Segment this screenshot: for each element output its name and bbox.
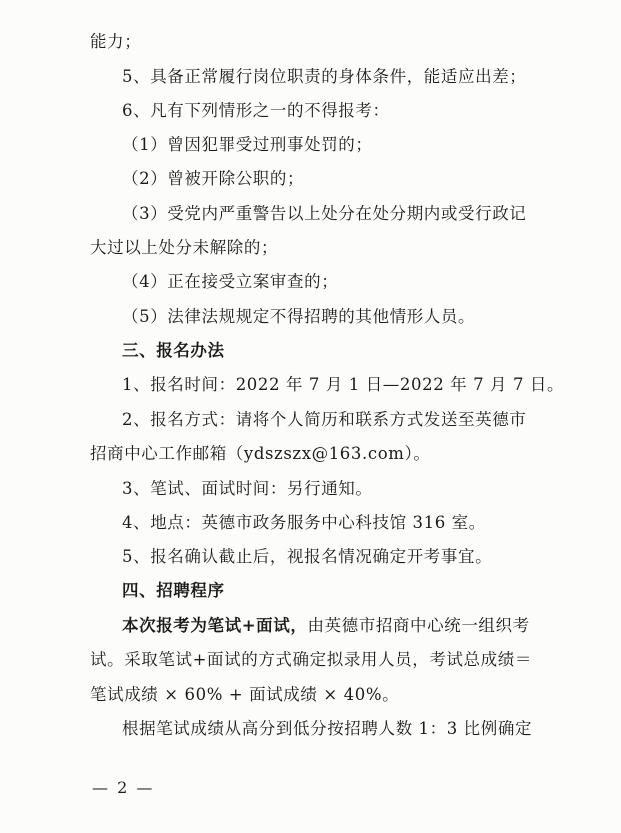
text-line (122, 615, 530, 637)
page-number: — 2 — (92, 778, 155, 797)
text-line: 大过以上处分未解除的； (90, 238, 279, 257)
text-line-rest: 由英德市招商中心统一组织考 (307, 616, 530, 635)
text-line: 2、报名方式：请将个人简历和联系方式发送至英德市 (122, 410, 527, 429)
text-line: 能力； (90, 32, 142, 51)
section-heading: 四、招聘程序 (122, 581, 225, 600)
text-line: 5、具备正常履行岗位职责的身体条件，能适应出差； (122, 67, 527, 86)
text-line: 3、笔试、面试时间：另行通知。 (122, 479, 373, 498)
text-line: 笔试成绩 × 60% + 面试成绩 × 40%。 (90, 685, 400, 704)
text-line: 4、地点：英德市政务服务中心科技馆 316 室。 (122, 513, 486, 532)
text-line: 试。采取笔试+面试的方式确定拟录用人员，考试总成绩＝ (90, 650, 532, 669)
text-line: （1）曾因犯罪受过刑事处罚的； (122, 135, 373, 154)
text-line: 5、报名确认截止后，视报名情况确定开考事宜。 (122, 547, 493, 566)
text-line: 6、凡有下列情形之一的不得报考： (122, 101, 390, 120)
text-line: 根据笔试成绩从高分到低分按招聘人数 1：3 比例确定 (122, 719, 533, 738)
text-line: 招商中心工作邮箱（ydszszx@163.com）。 (90, 444, 431, 463)
bold-lead-text: 本次报考为笔试+面试， (122, 616, 308, 635)
text-line: （3）受党内严重警告以上处分在处分期内或受行政记 (122, 204, 527, 223)
section-heading: 三、报名办法 (122, 341, 225, 360)
text-line: （5）法律法规规定不得招聘的其他情形人员。 (122, 307, 476, 326)
text-line: 1、报名时间：2022 年 7 月 1 日—2022 年 7 月 7 日。 (122, 375, 565, 394)
text-line: （2）曾被开除公职的； (122, 169, 305, 188)
text-line: （4）正在接受立案审查的； (122, 272, 339, 291)
